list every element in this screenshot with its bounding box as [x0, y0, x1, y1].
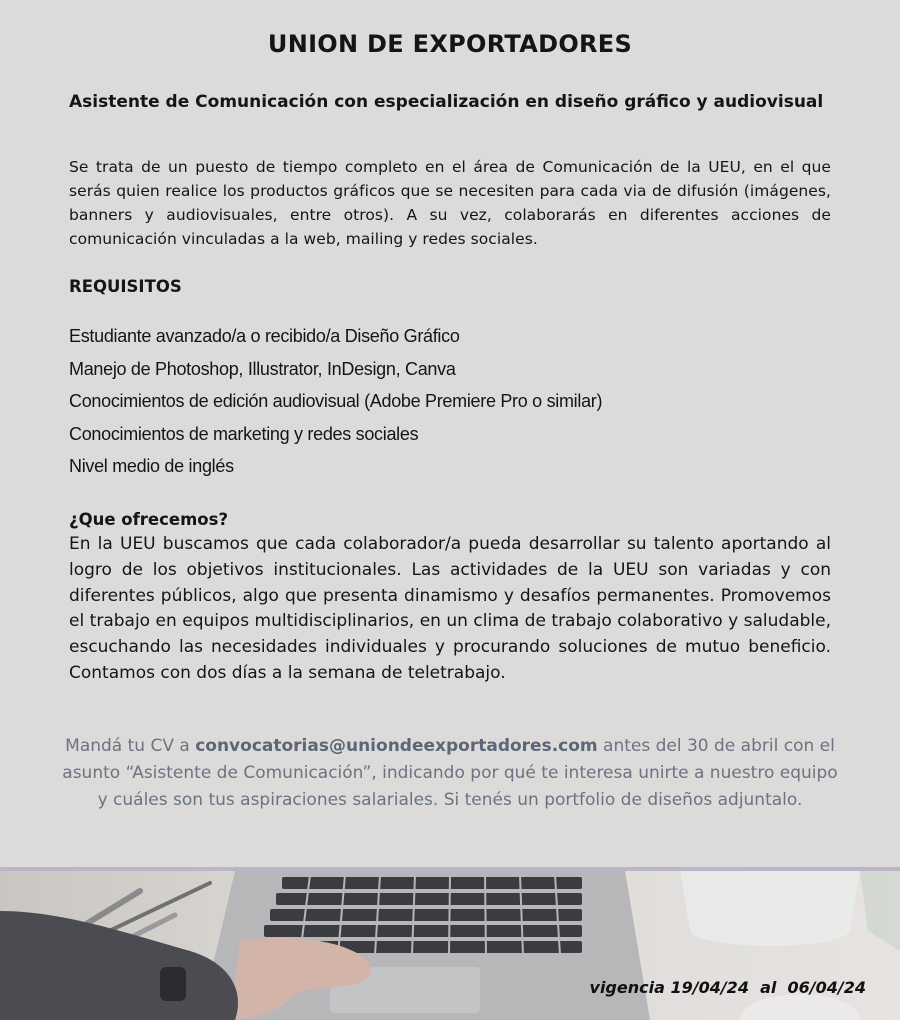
validity-dates: vigencia 19/04/24 al 06/04/24	[589, 978, 866, 997]
cta-suffix: antes del 30 de abril con el asunto “Asistente de Comunicación”, indicando por qué te interesa unirte a nuestro equipo y cuáles son tus aspiraciones salariales. Si tenés un portfolio de diseños adjuntalo.	[62, 736, 838, 810]
contact-email-link[interactable]: convocatorias@uniondeexportadores.com	[195, 736, 598, 756]
job-title: Asistente de Comunicación con especialización en diseño gráfico y audiovisual	[69, 92, 824, 112]
requirements-heading: REQUISITOS	[69, 277, 182, 296]
offer-body: En la UEU buscamos que cada colaborador/a pueda desarrollar su talento aportando al logro de los objetivos institucionales. Las actividades de la UEU son variadas y con diferentes públicos, algo que presenta dinamismo y desafíos permanentes. Promovemos el trabajo en equipos multidisciplinarios, en un clima de trabajo colaborativo y saludable, escuchando las necesidades individuales y procurando soluciones de mutuo beneficio. Contamos con dos días a la semana de teletrabajo.	[69, 534, 831, 683]
list-item: Conocimientos de edición audiovisual (Adobe Premiere Pro o similar)	[69, 391, 603, 411]
offer-heading: ¿Que ofrecemos?	[69, 510, 229, 529]
desk-illustration-icon	[0, 871, 900, 1020]
cta-prefix: Mandá tu CV a	[65, 736, 196, 756]
job-intro: Se trata de un puesto de tiempo completo en el área de Comunicación de la UEU, en el que serás quien realice los productos gráficos que se necesiten para cada via de difusión (imágenes, banners y audiovisuales, entre otros). A su vez, colaborarás en diferentes acciones de comunicación vinculadas a la web, mailing y redes sociales.	[69, 158, 831, 248]
list-item: Manejo de Photoshop, Illustrator, InDesign, Canva	[69, 358, 456, 379]
list-item: Nivel medio de inglés	[69, 456, 234, 476]
requirements-list	[69, 321, 831, 484]
list-item: Estudiante avanzado/a o recibido/a Diseño Gráfico	[69, 326, 460, 346]
list-item: Conocimientos de marketing y redes sociales	[69, 423, 419, 444]
application-instructions	[60, 733, 840, 814]
laptop-desk-photo	[0, 871, 900, 1020]
page-title: UNION DE EXPORTADORES	[267, 30, 633, 58]
